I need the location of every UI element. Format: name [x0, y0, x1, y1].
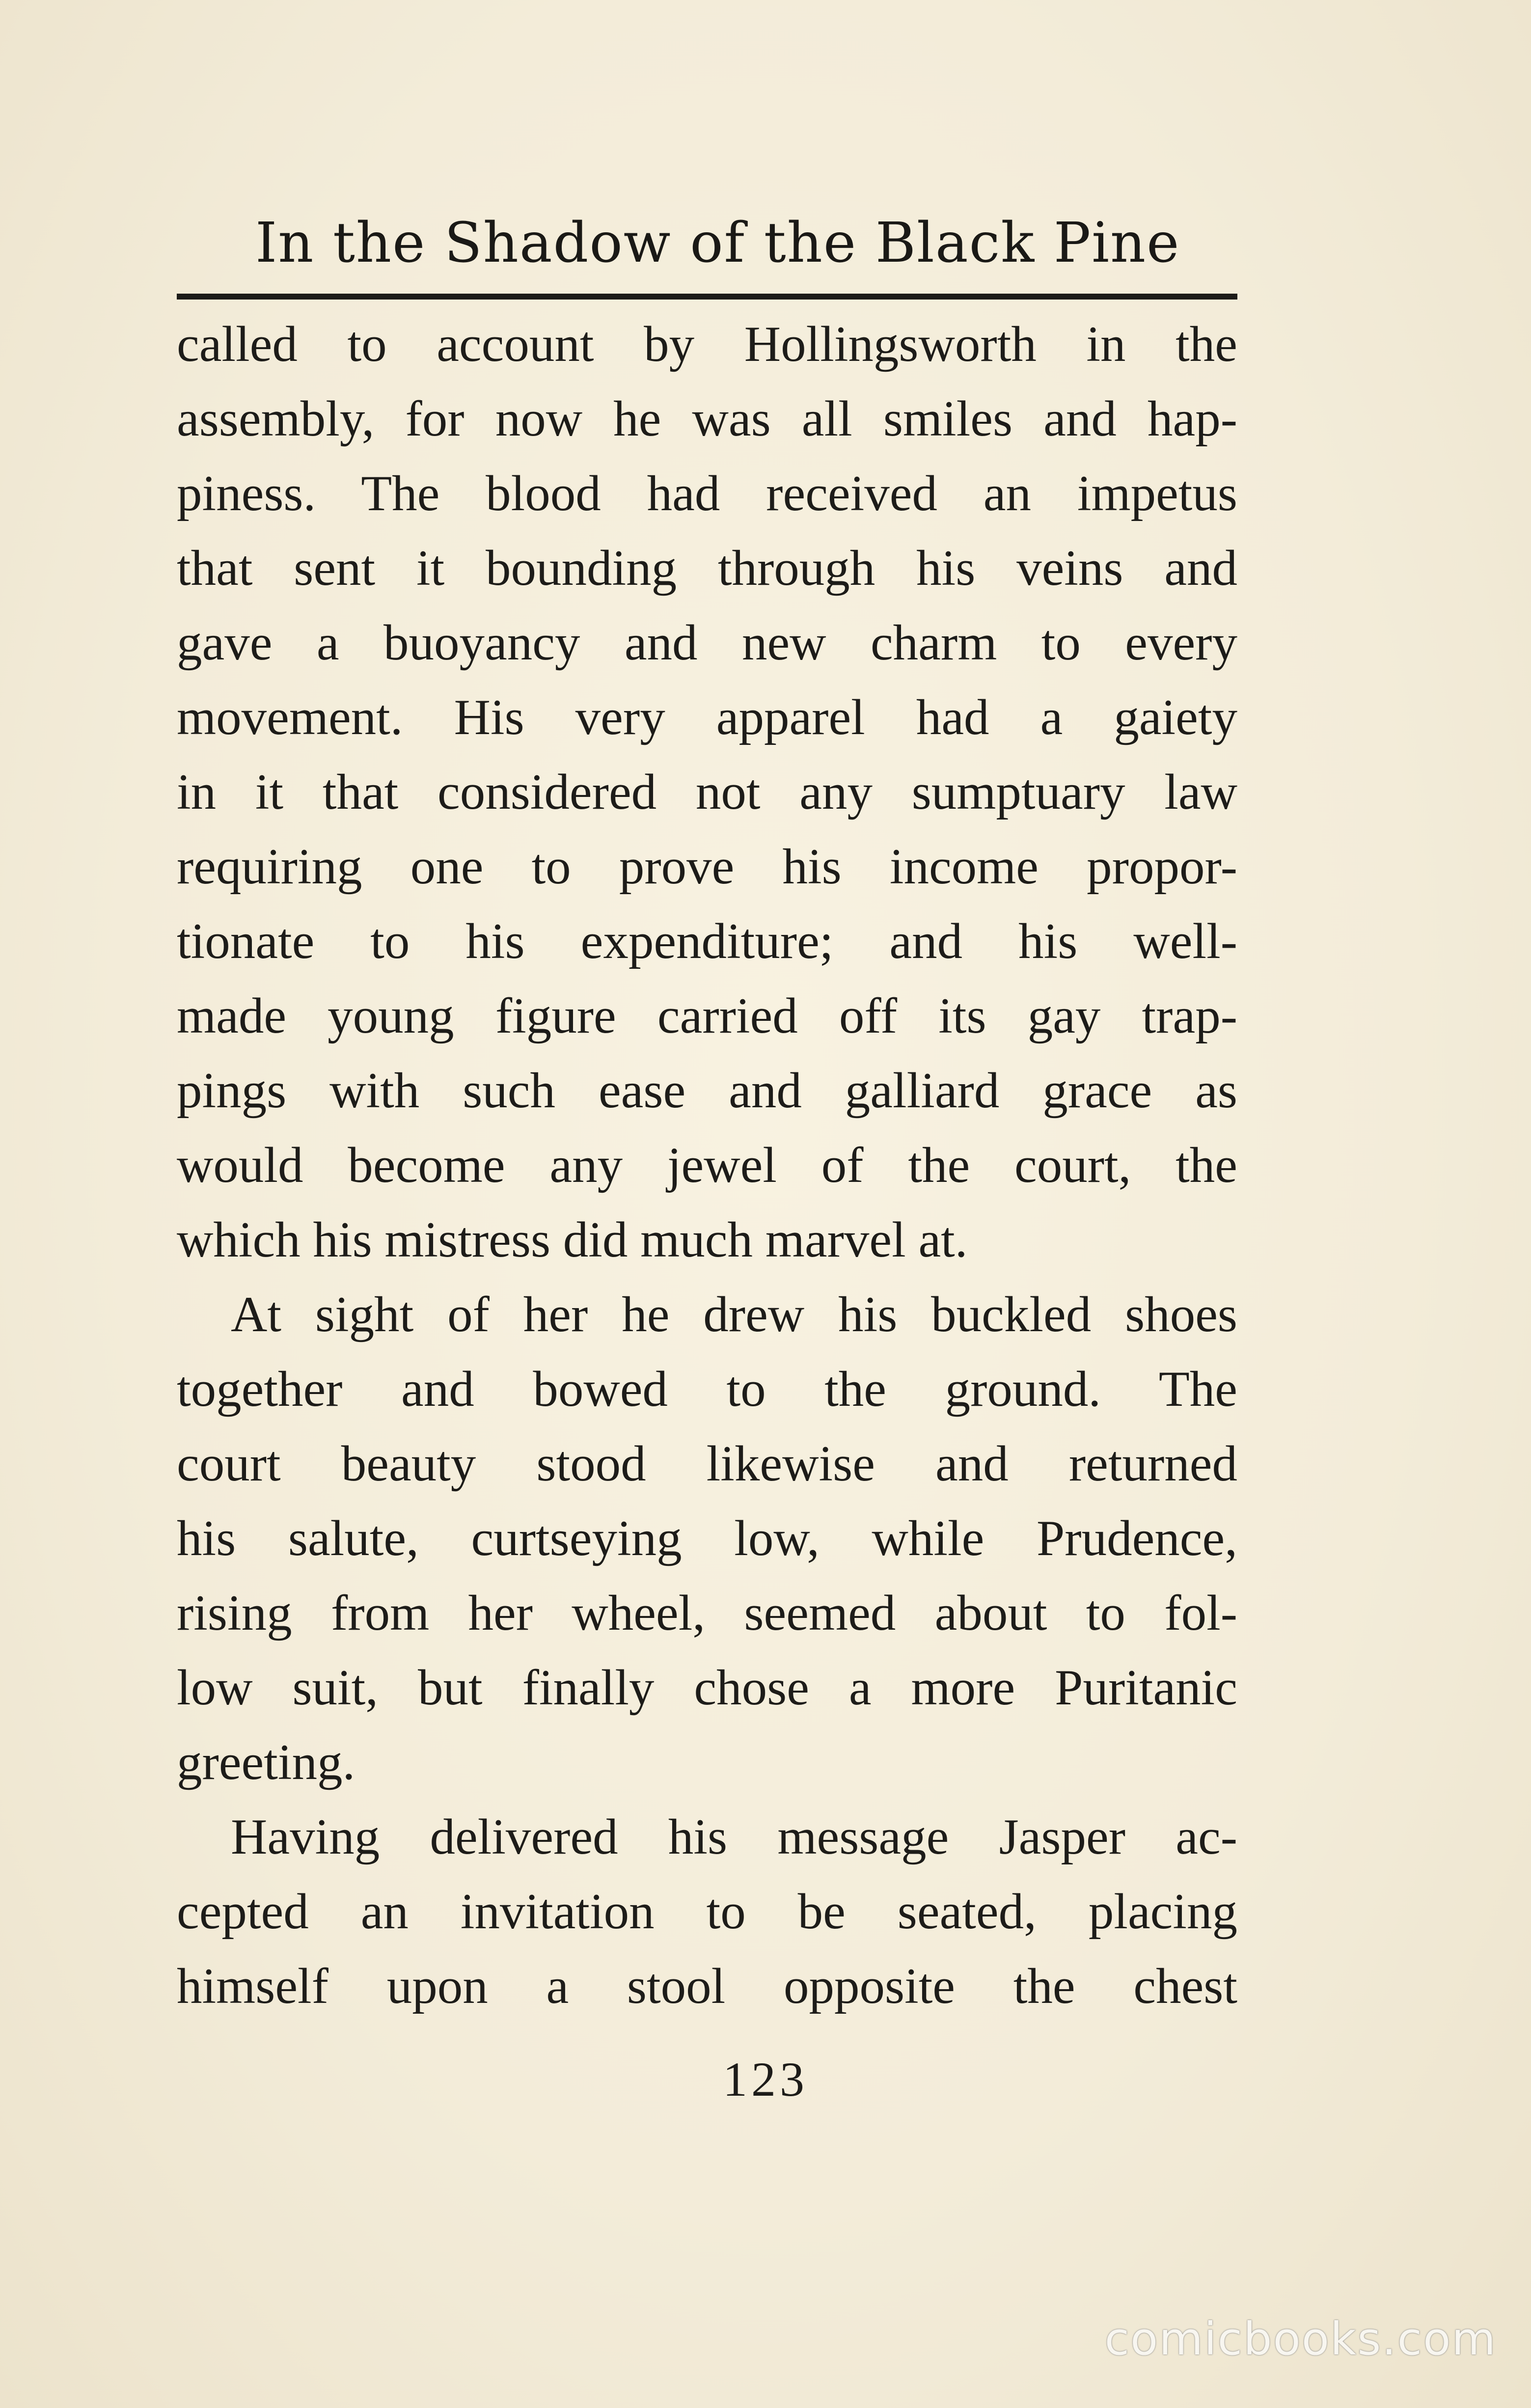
body-text — [177, 307, 1237, 2024]
text-line: requiring one to prove his income propor- — [177, 839, 1237, 895]
text-line: himself upon a stool opposite the chest — [177, 1958, 1237, 2014]
text-line: piness. The blood had received an impetus — [177, 465, 1237, 521]
text-line: Having delivered his message Jasper ac- — [231, 1809, 1237, 1865]
text-line: greeting. — [177, 1734, 355, 1790]
text-line: cepted an invitation to be seated, placing — [177, 1884, 1237, 1940]
text-line: his salute, curtseying low, while Prudence, — [177, 1510, 1237, 1566]
page-number: 123 — [723, 2052, 808, 2107]
text-line: assembly, for now he was all smiles and hap- — [177, 391, 1237, 447]
watermark: comicbooks.com — [1104, 2313, 1497, 2365]
text-line: At sight of her he drew his buckled shoes — [231, 1286, 1237, 1342]
header-rule — [177, 294, 1237, 300]
text-line: low suit, but finally chose a more Puritanic — [177, 1660, 1237, 1716]
text-line: that sent it bounding through his veins and — [177, 540, 1237, 596]
text-line: would become any jewel of the court, the — [177, 1137, 1237, 1193]
text-line: court beauty stood likewise and returned — [177, 1436, 1237, 1492]
text-line: called to account by Hollingsworth in the — [177, 316, 1237, 372]
text-line: in it that considered not any sumptuary law — [177, 764, 1237, 820]
text-line: movement. His very apparel had a gaiety — [177, 689, 1237, 745]
text-line: gave a buoyancy and new charm to every — [177, 615, 1237, 671]
text-line: which his mistress did much marvel at. — [177, 1212, 968, 1268]
text-line: tionate to his expenditure; and his well- — [177, 913, 1237, 969]
text-line: made young figure carried off its gay trap- — [177, 988, 1237, 1044]
text-line: together and bowed to the ground. The — [177, 1361, 1237, 1417]
text-line: pings with such ease and galliard grace as — [177, 1063, 1237, 1119]
running-head: In the Shadow of the Black Pine — [255, 211, 1180, 275]
text-line: rising from her wheel, seemed about to fol- — [177, 1585, 1237, 1641]
